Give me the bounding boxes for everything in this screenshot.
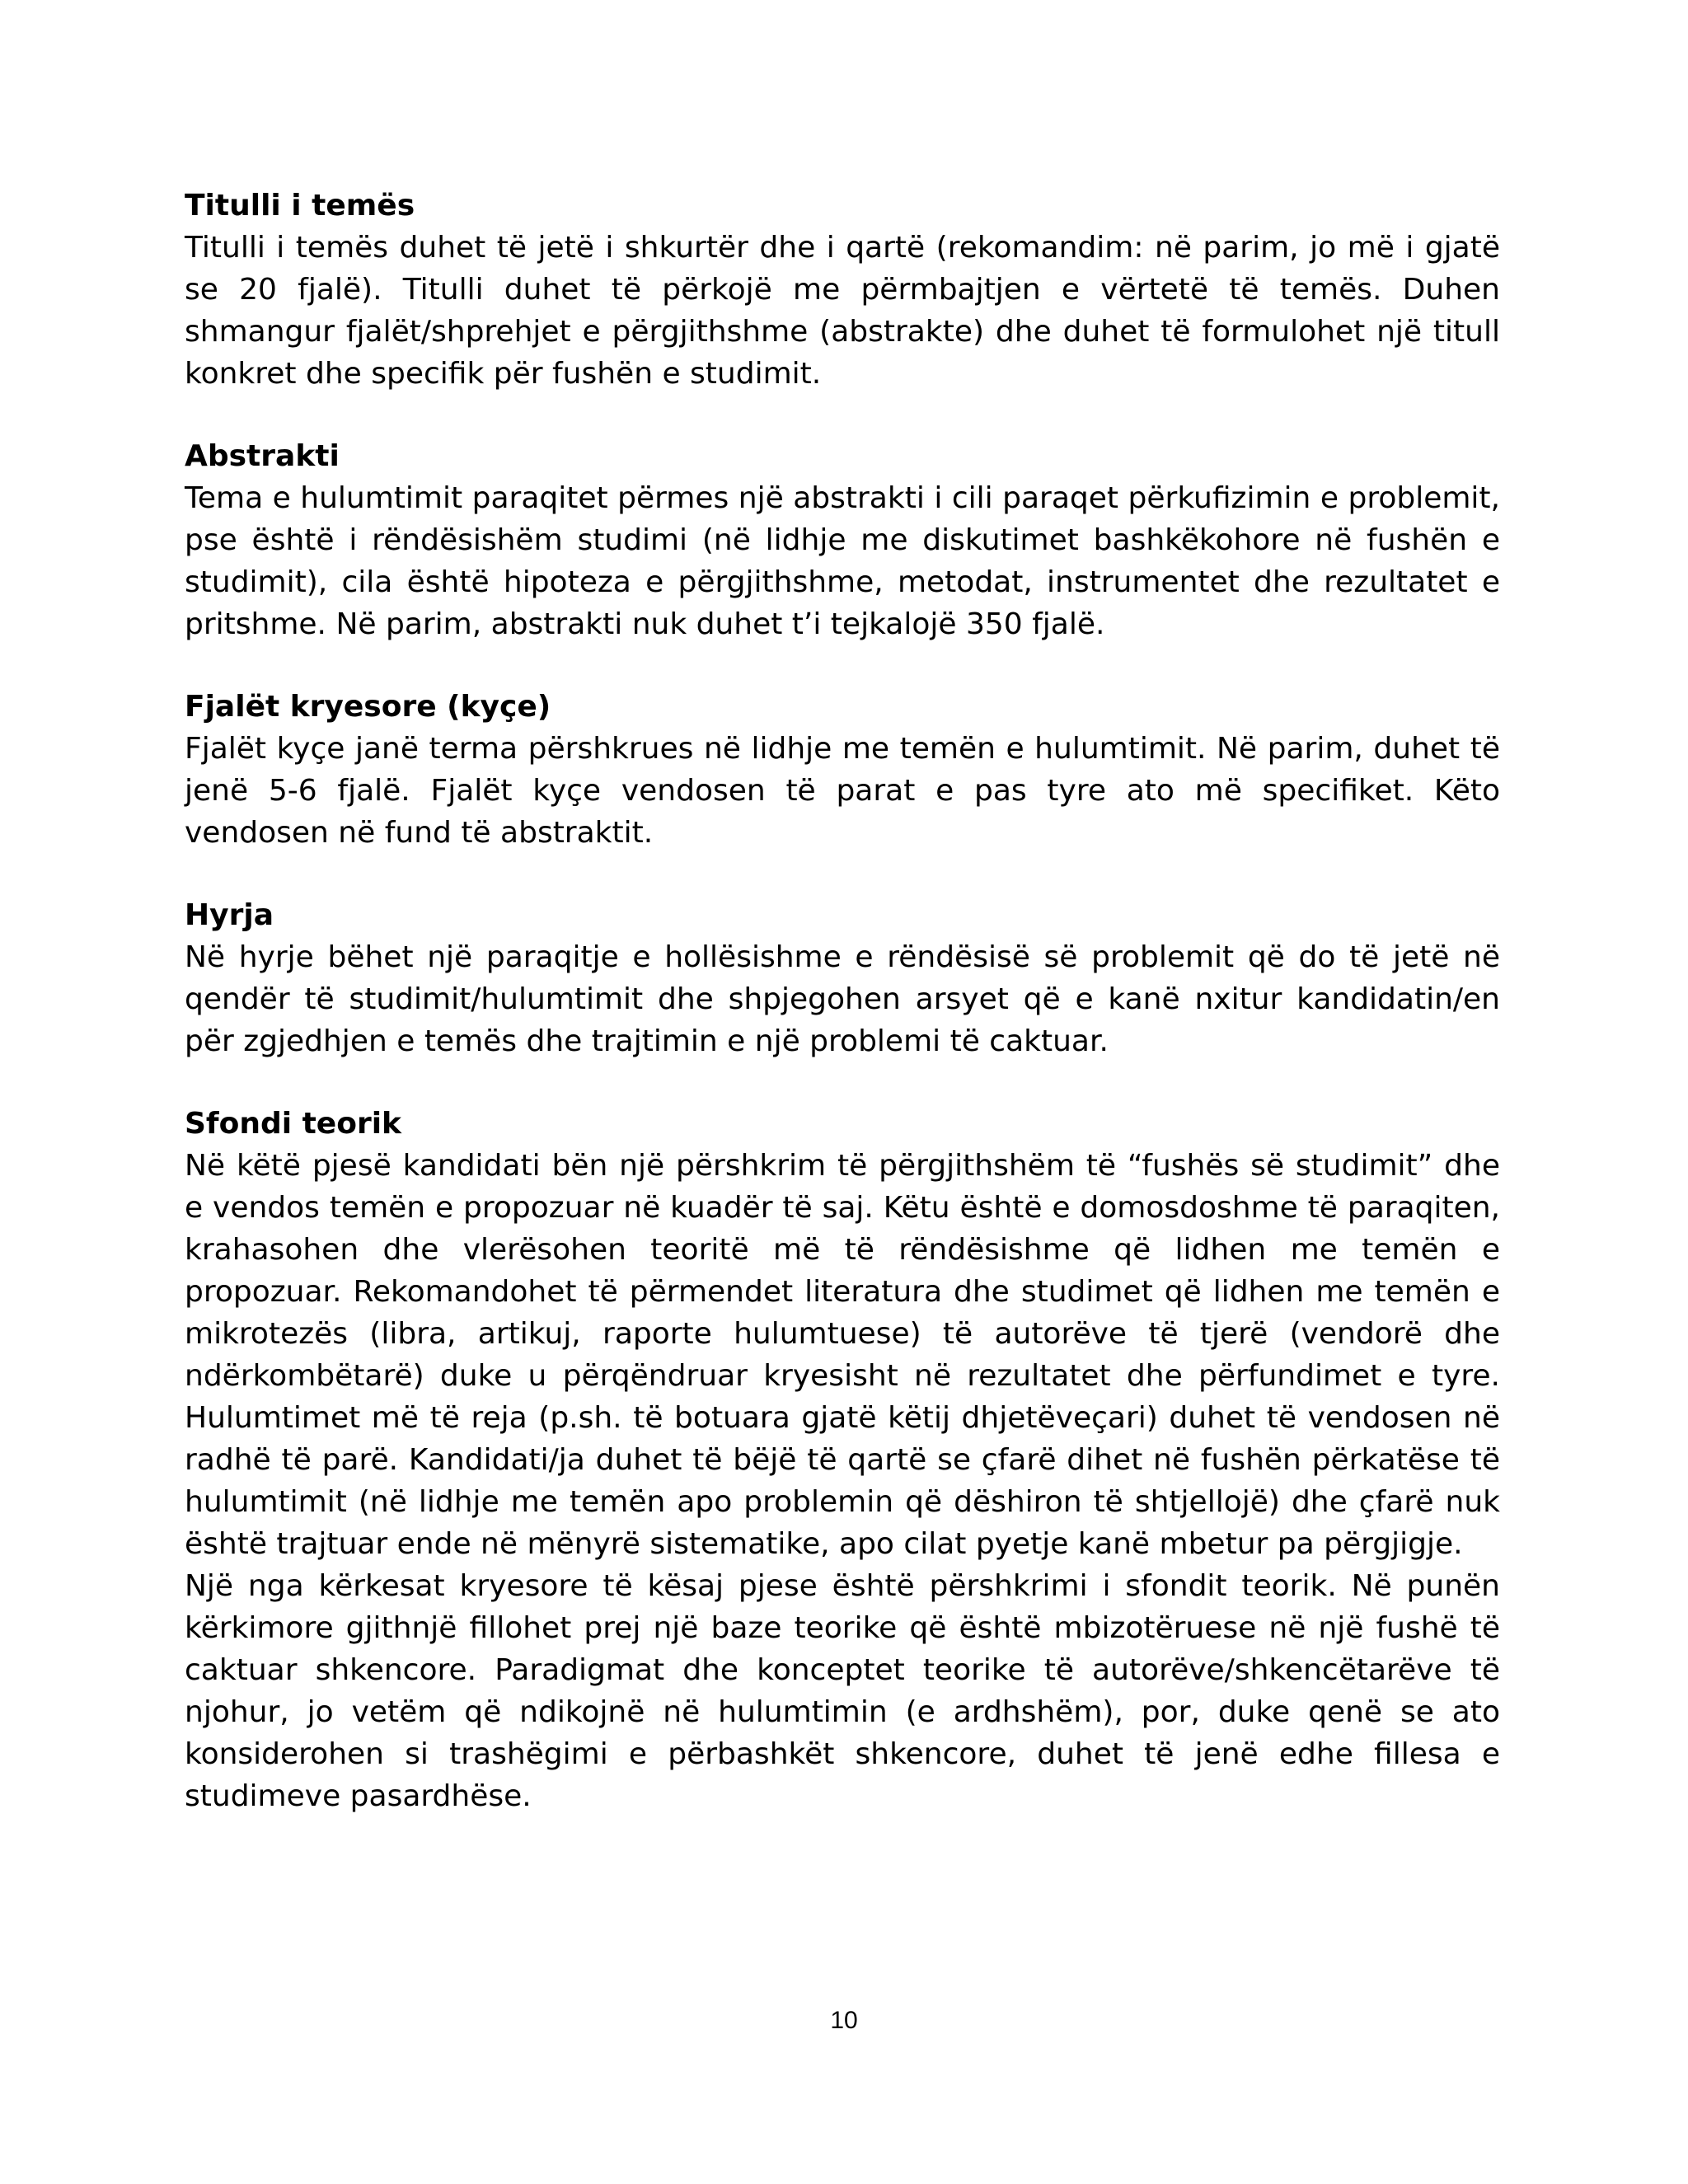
section-heading: Fjalët kryesore (kyçe)	[185, 690, 551, 724]
section-paragraph: Titulli i temës duhet të jetë i shkurtër dhe i qartë (rekomandim: në parim, jo më i gjatë se 20 fjalë). Titulli duhet të përkojë me përmbajtjen e vërtetë të temës. Duhen shmangur fjalët/shprehjet e përgjithshme (abstrakte) dhe duhet të formulohet një titull konkret dhe specifik për fushën e studimit.	[185, 231, 1500, 391]
section-abstract	[185, 435, 1500, 645]
section-heading: Titulli i temës	[185, 189, 415, 223]
section-paragraph: Në këtë pjesë kandidati bën një përshkrim të përgjithshëm të “fushës së studimit” dhe e vendos temën e propozuar në kuadër të saj. Këtu është e domosdoshme të paraqiten, krahasohen dhe vlerësohen teoritë më të rëndësishme që lidhen me temën e propozuar. Rekomandohet të përmendet literatura dhe studimet që lidhen me temën e mikrotezës (libra, artikuj, raporte hulumtuese) të autorëve të tjerë (vendorë dhe ndërkombëtarë) duke u përqëndruar kryesisht në rezultatet dhe përfundimet e tyre. Hulumtimet më të reja (p.sh. të botuara gjatë këtij dhjetëveçari) duhet të vendosen në radhë të parë. Kandidati/ja duhet të bëjë të qartë se çfarë dihet në fushën përkatëse të hulumtimit (në lidhje me temën apo problemin që dëshiron të shtjellojë) dhe çfarë nuk është trajtuar ende në mënyrë sistematike, apo cilat pyetje kanë mbetur pa përgjigje.	[185, 1149, 1500, 1561]
section-paragraph: Në hyrje bëhet një paraqitje e hollësishme e rëndësisë së problemit që do të jetë në qendër të studimit/hulumtimit dhe shpjegohen arsyet që e kanë nxitur kandidatin/en për zgjedhjen e temës dhe trajtimin e një problemi të caktuar.	[185, 940, 1500, 1058]
page-number: 10	[830, 2007, 858, 2034]
section-keywords	[185, 686, 1500, 854]
section-title-of-topic	[185, 185, 1500, 395]
section-introduction	[185, 894, 1500, 1062]
page-content	[185, 185, 1500, 1858]
section-paragraph: Një nga kërkesat kryesore të kësaj pjese është përshkrimi i sfondit teorik. Në punën kërkimore gjithnjë fillohet prej një baze teorike që është mbizotëruese në një fushë të caktuar shkencore. Paradigmat dhe konceptet teorike të autorëve/shkencëtarëve të njohur, jo vetëm që ndikojnë në hulumtimin (e ardhshëm), por, duke qenë se ato konsiderohen si trashëgimi e përbashkët shkencore, duhet të jenë edhe fillesa e studimeve pasardhëse.	[185, 1569, 1500, 1813]
section-theoretical-background	[185, 1103, 1500, 1817]
section-heading: Sfondi teorik	[185, 1107, 401, 1141]
section-paragraph: Fjalët kyçe janë terma përshkrues në lidhje me temën e hulumtimit. Në parim, duhet të jenë 5-6 fjalë. Fjalët kyçe vendosen të parat e pas tyre ato më specifiket. Këto vendosen në fund të abstraktit.	[185, 732, 1500, 850]
section-heading: Abstrakti	[185, 439, 340, 473]
section-heading: Hyrja	[185, 898, 274, 932]
section-paragraph: Tema e hulumtimit paraqitet përmes një abstrakti i cili paraqet përkufizimin e problemit, pse është i rëndësishëm studimi (në lidhje me diskutimet bashkëkohore në fushën e studimit), cila është hipoteza e përgjithshme, metodat, instrumentet dhe rezultatet e pritshme. Në parim, abstrakti nuk duhet t’i tejkalojë 350 fjalë.	[185, 481, 1500, 641]
